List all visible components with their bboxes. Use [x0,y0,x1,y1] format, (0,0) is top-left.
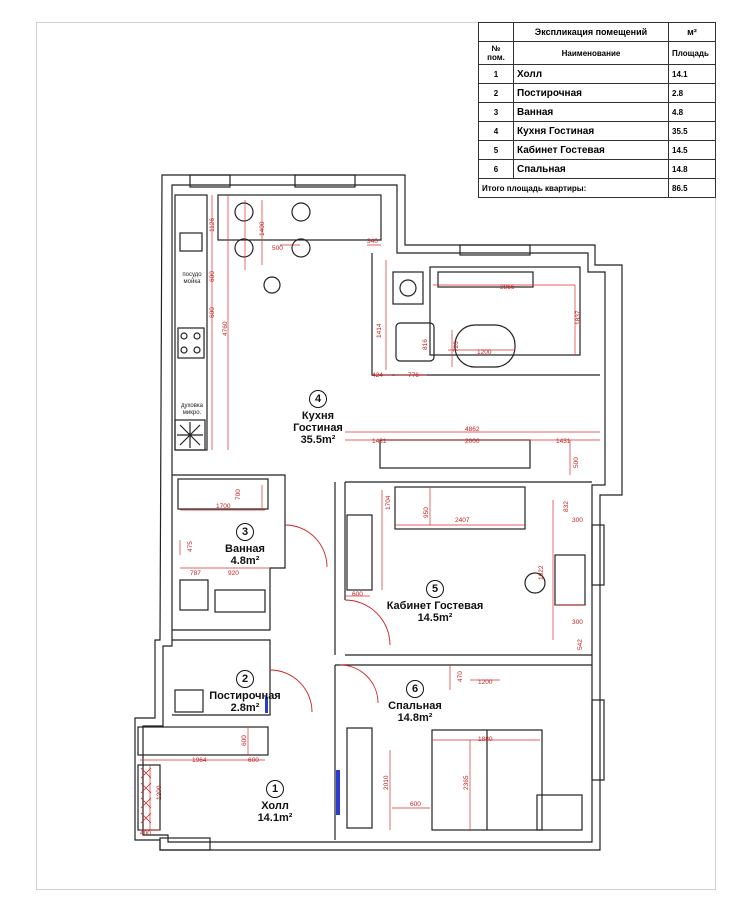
room-label-laundry [195,670,295,714]
dim-text: 720 [453,341,460,352]
dim-text: 4760 [222,321,229,336]
window [592,525,604,585]
table-row: 4 Кухня Гостиная 35.5 [479,122,716,141]
fireplace [393,272,423,304]
dim-text: 500 [573,457,580,468]
chair [292,203,310,221]
room-area: 14.1m² [257,812,293,824]
room-area: 14.8m² [397,712,433,724]
dim-text: 1200 [156,785,163,800]
dim-text: 400 [140,830,151,837]
room-name: Постирочная [209,690,281,702]
room-number: 6 [406,680,424,698]
room-label-bedroom [375,680,455,724]
dim-text: 1126 [209,218,216,232]
table-corner [479,23,514,42]
dim-text: 776 [408,372,419,379]
dim-text: 1431 [372,438,387,445]
chair [235,203,253,221]
col-name-header: Наименование [514,42,669,65]
dim-text: 600 [209,271,216,282]
table-title: Экспликация помещений [514,23,669,42]
dim-text: 500 [272,245,283,252]
room-label-bath [210,523,280,567]
dim-text: 600 [248,757,259,764]
dim-text: 832 [563,501,570,512]
room-label-hall [240,780,310,824]
washbasin [215,590,265,612]
total-value: 86.5 [669,179,716,198]
table-row: 1 Холл 14.1 [479,65,716,84]
dim-text: 2365 [463,775,470,790]
dim-text: 2000 [465,438,480,445]
dim-text: 950 [423,507,430,518]
dim-text: 300 [572,517,583,524]
room-number: 5 [426,580,444,598]
dim-text: 600 [410,801,421,808]
dim-text: 1414 [376,323,383,338]
dim-text: 600 [241,735,248,746]
door-swing [285,525,327,567]
dim-text: 787 [190,570,201,577]
coffee-table [455,325,515,367]
dim-text: 4862 [465,426,480,433]
room-name: Кухня Гостиная [293,410,343,434]
room-area: 14.5m² [417,612,453,624]
col-area-header: Площадь [669,42,716,65]
dim-text: 920 [228,570,239,577]
chair [264,277,280,293]
chair [292,239,310,257]
dim-text: 1704 [385,495,392,510]
dim-text: 700 [235,489,242,500]
door-swing [340,665,378,703]
table-row: 5 Кабинет Гостевая 14.5 [479,141,716,160]
room-name: Кабинет Гостевая [386,600,484,612]
room-area: 2.8m² [230,702,260,714]
dim-text: 1700 [216,503,231,510]
room-area: 35.5m² [300,434,336,446]
room-number: 4 [309,390,327,408]
room-name: Ванная [225,543,265,555]
dim-text: 1431 [556,438,571,445]
room-name: Холл [261,800,289,812]
table-row: 6 Спальная 14.8 [479,160,716,179]
dim-text: 542 [577,639,584,650]
wardrobe-bedroom [347,728,372,828]
window [592,700,604,780]
dim-text: 1400 [259,221,266,236]
col-num-header: № пом. [479,42,514,65]
wardrobe [138,727,268,755]
dim-text: 470 [457,671,464,682]
table-unit: м² [669,23,716,42]
table-total-row [479,179,716,198]
tv-unit [380,440,530,468]
wardrobe-office [347,515,372,590]
hob [178,328,204,358]
dim-text: 300 [572,619,583,626]
table-row: 3 Ванная 4.8 [479,103,716,122]
dim-text: 1022 [538,565,545,580]
room-number: 1 [266,780,284,798]
room-number: 3 [236,523,254,541]
room-area: 4.8m² [230,555,260,567]
dim-text: 475 [187,541,194,552]
dim-text: 816 [422,339,429,350]
toilet [180,580,208,610]
total-label: Итого площадь квартиры: [479,179,669,198]
desk [555,555,585,605]
dim-text: 340 [367,238,378,245]
dim-text: 424 [372,372,383,379]
oven-note: духовка микро. [180,403,204,416]
room-number: 2 [236,670,254,688]
dim-text: 1200 [477,349,492,356]
room-name: Спальная [388,700,442,712]
dim-text: 1200 [478,679,493,686]
room-label-office [370,580,500,624]
dishwasher-note: посудо мойка [182,272,202,285]
dining-table [218,195,381,240]
room-label-kitchen [278,390,358,446]
dim-text: 1880 [478,736,493,743]
dim-text: 1964 [192,757,207,764]
dim-text: 1837 [575,310,582,325]
sink [180,233,202,251]
dim-text: 600 [209,307,216,318]
dim-text: 2407 [455,517,470,524]
dim-text: 600 [352,591,363,598]
wall-bedroom [335,665,592,840]
table-row: 2 Постирочная 2.8 [479,84,716,103]
dim-text: 2866 [500,284,515,291]
chair [235,239,253,257]
explication-table [478,22,716,198]
dim-text: 2010 [383,775,390,790]
